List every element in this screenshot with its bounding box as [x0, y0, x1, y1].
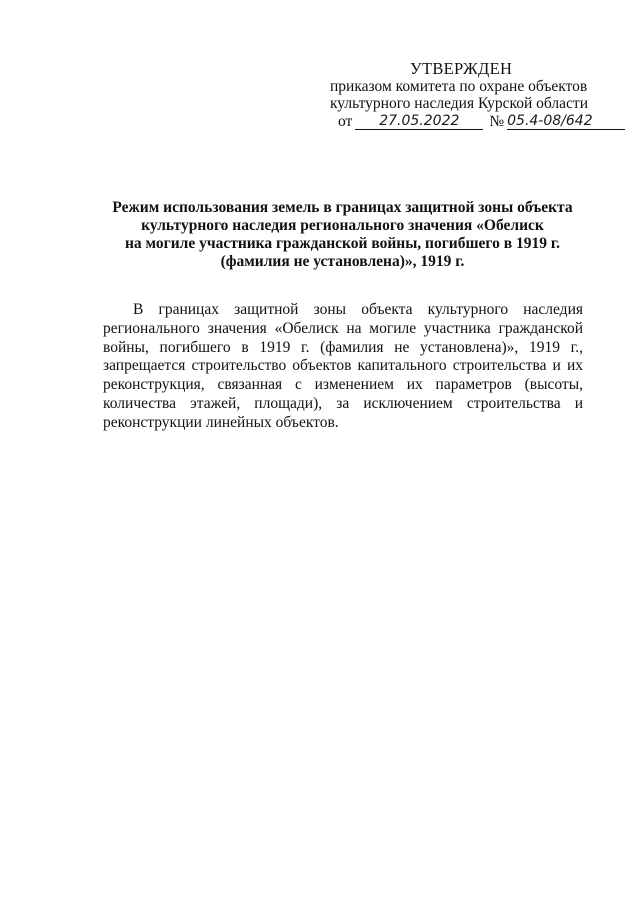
title-line-3: на могиле участника гражданской войны, погибшего в 1919 г.: [125, 235, 560, 252]
approval-date: 27.05.2022: [355, 114, 483, 130]
body-paragraph: В границах защитной зоны объекта культурного наследия регионального значения «Обелиск на могиле участника гражданской войны, погибшего в 1919 г. (фамилия не установлена)», 1919 г., запрещается строительство объектов капитального строительства и их реконструкция, связанная с изменением их параметров (высоты, количества этажей, площади), за исключением строительства и реконструкции линейных объектов.: [103, 301, 583, 431]
number-prefix: №: [489, 113, 505, 130]
title-line-1: Режим использования земель в границах защитной зоны объекта: [112, 199, 573, 216]
title-line-2: культурного наследия регионального значения «Обелиск: [141, 217, 544, 234]
date-prefix: от: [338, 113, 353, 130]
approval-number: 05.4-08/642: [507, 114, 625, 130]
document-title: [90, 199, 595, 271]
approval-order-line-1: приказом комитета по охране объектов: [330, 78, 588, 95]
approval-order-line-2: культурного наследия Курской области: [330, 95, 588, 112]
document-body: [103, 301, 583, 433]
approval-reference: [330, 113, 630, 130]
title-line-4: (фамилия не установлена)», 1919 г.: [220, 253, 465, 270]
approval-block: [330, 60, 630, 130]
approval-stamp: УТВЕРЖДЕН: [410, 59, 513, 78]
